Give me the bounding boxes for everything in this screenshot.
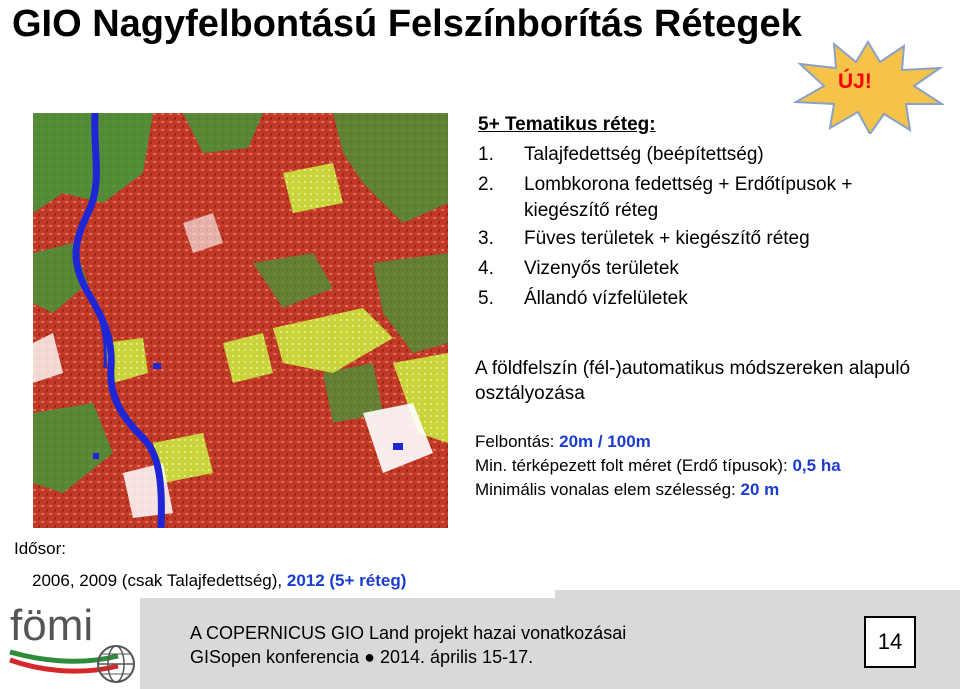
mmu-line (475, 454, 945, 478)
resolution-label: Felbontás: (475, 432, 560, 451)
page-number: 14 (864, 616, 916, 668)
mmu-label: Min. térképezett folt méret (Erdő típusok): (475, 456, 793, 475)
linear-line (475, 478, 945, 502)
footer-conference: GISopen konferencia (190, 647, 365, 667)
mmu-value: 0,5 ha (792, 456, 841, 475)
logo-text: fömi (10, 601, 94, 650)
bullet-dot-icon: ● (364, 647, 375, 667)
list-item-text: Állandó vízfelületek (524, 288, 688, 309)
list-item-text: Talajfedettség (beépítettség) (524, 144, 764, 165)
timeseries-plain: 2006, 2009 (csak Talajfedettség), (32, 571, 287, 590)
resolution-line (475, 430, 945, 454)
page-title: GIO Nagyfelbontású Felszínborítás Rétegek (12, 3, 802, 45)
land-cover-map (33, 113, 448, 528)
layers-list (478, 110, 918, 314)
list-item (478, 284, 918, 314)
list-item-text: Lombkorona fedettség + Erdőtípusok + kiegészítő réteg (524, 174, 853, 221)
footer-subtitle (190, 645, 533, 669)
list-item (478, 254, 918, 284)
linear-label: Minimális vonalas elem szélesség: (475, 480, 741, 499)
list-item-text: Füves területek + kiegészítő réteg (524, 228, 810, 249)
specs-block (475, 430, 945, 502)
list-item-number: 1. (478, 144, 494, 165)
timeseries-highlight: 2012 (5+ réteg) (286, 571, 407, 590)
footer-date: 2014. április 15-17. (375, 647, 534, 667)
fomi-logo-icon (8, 594, 140, 686)
footer-title: A COPERNICUS GIO Land projekt hazai vonatkozásai (190, 623, 627, 643)
list-item (478, 224, 918, 254)
list-item-number: 2. (478, 174, 494, 195)
list-item (478, 140, 918, 170)
new-badge-label: ÚJ! (838, 70, 872, 93)
linear-value: 20 m (740, 480, 780, 499)
classification-description: A földfelszín (fél-)automatikus módszereken alapuló osztályozása (475, 358, 911, 404)
list-item-number: 3. (478, 228, 494, 249)
list-item (478, 170, 918, 224)
layers-heading: 5+ Tematikus réteg: (478, 114, 656, 135)
resolution-value: 20m / 100m (559, 432, 651, 451)
timeseries-label: Idősor: (14, 539, 66, 558)
list-item-number: 4. (478, 258, 494, 279)
list-item-text: Vizenyős területek (524, 258, 679, 279)
list-item-number: 5. (478, 288, 494, 309)
timeseries-values (32, 570, 406, 592)
